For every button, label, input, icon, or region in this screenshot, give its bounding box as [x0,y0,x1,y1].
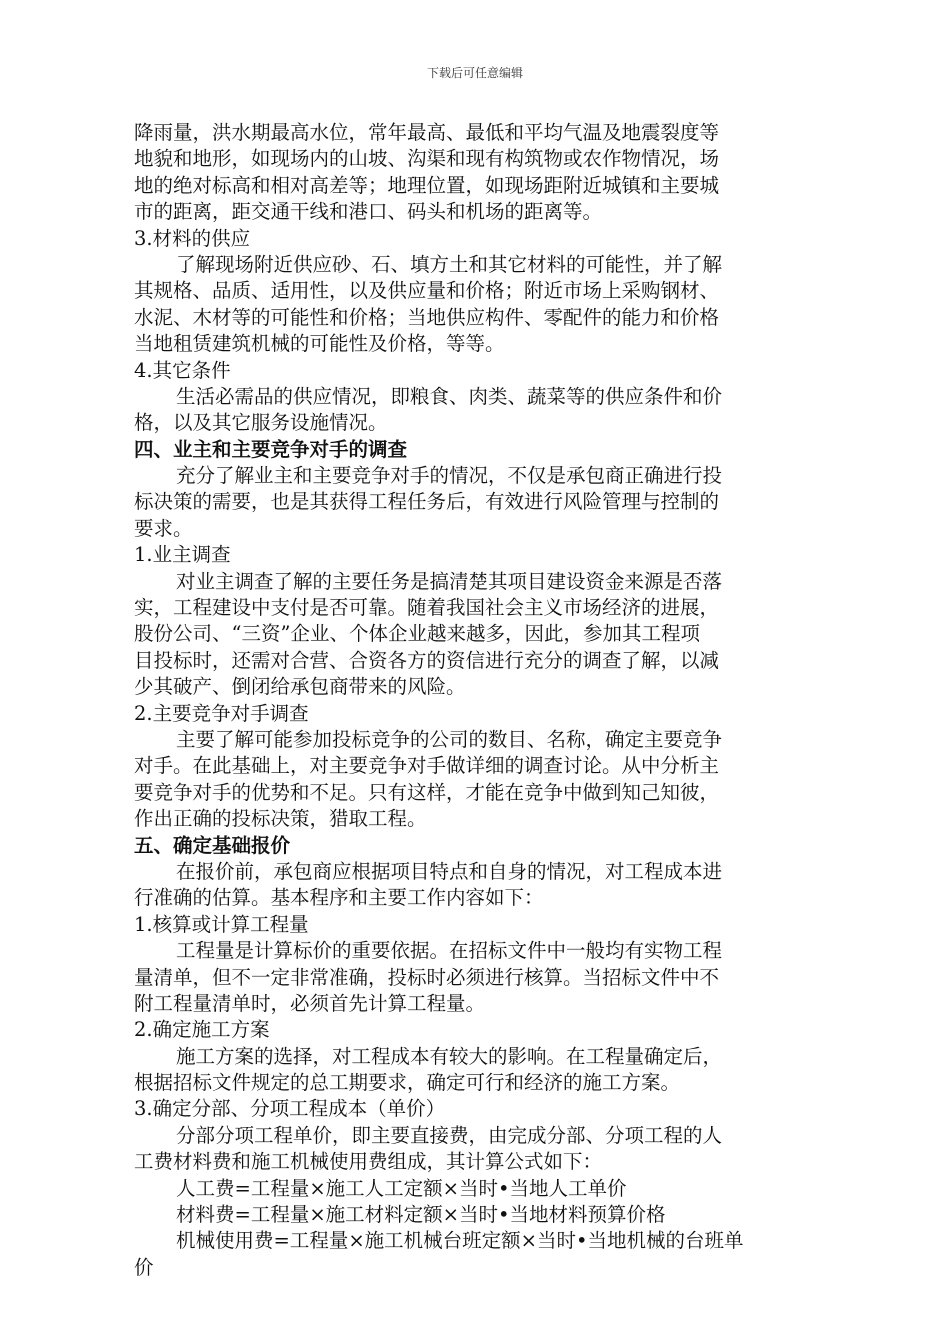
text-line: 机械使用费=工程量×施工机械台班定额×当时•当地机械的台班单 [176,1229,744,1253]
text-line: 3.确定分部、分项工程成本（单价） [134,1097,446,1121]
text-line: 1.业主调查 [134,543,231,567]
text-line: 附工程量清单时，必须首先计算工程量。 [134,991,486,1015]
text-line: 充分了解业主和主要竞争对手的情况，不仅是承包商正确进行投 [176,464,723,488]
text-line: 材料费=工程量×施工材料定额×当时•当地材料预算价格 [176,1203,666,1227]
text-line: 市的距离，距交通干线和港口、码头和机场的距离等。 [134,200,603,224]
text-line: 生活必需品的供应情况，即粮食、肉类、蔬菜等的供应条件和价 [176,384,723,408]
text-line: 根据招标文件规定的总工期要求，确定可行和经济的施工方案。 [134,1071,681,1095]
text-line: 股份公司、“三资”企业、个体企业越来越多，因此，参加其工程项 [134,622,700,646]
text-line: 1.核算或计算工程量 [134,912,309,936]
document-body [134,120,824,1281]
text-line: 了解现场附近供应砂、石、填方土和其它材料的可能性，并了解 [176,252,723,276]
text-line: 水泥、木材等的可能性和价格；当地供应构件、零配件的能力和价格 [134,305,720,329]
text-line: 工费材料费和施工机械使用费组成，其计算公式如下： [134,1150,603,1174]
text-line: 作出正确的投标决策，猎取工程。 [134,807,427,831]
text-line: 实，工程建设中支付是否可靠。随着我国社会主义市场经济的进展， [134,596,720,620]
text-line: 地的绝对标高和相对高差等；地理位置，如现场距附近城镇和主要城 [134,173,720,197]
text-line: 3.材料的供应 [134,226,251,250]
text-line: 目投标时，还需对合营、合资各方的资信进行充分的调查了解，以减 [134,648,720,672]
text-line: 其规格、品质、适用性，以及供应量和价格；附近市场上采购钢材、 [134,279,720,303]
text-line: 施工方案的选择，对工程成本有较大的影响。在工程量确定后， [176,1044,723,1068]
text-line: 人工费=工程量×施工人工定额×当时•当地人工单价 [176,1176,627,1200]
text-line: 量清单，但不一定非常准确，投标时必须进行核算。当招标文件中不 [134,965,720,989]
page-header: 下载后可任意编辑 [426,66,523,80]
text-line: 行准确的估算。基本程序和主要工作内容如下： [134,886,544,910]
text-line: 价 [134,1255,154,1279]
text-line: 主要了解可能参加投标竞争的公司的数目、名称，确定主要竞争 [176,727,723,751]
text-line: 对手。在此基础上，对主要竞争对手做详细的调查讨论。从中分析主 [134,754,720,778]
text-line: 对业主调查了解的主要任务是搞清楚其项目建设资金来源是否落 [176,569,723,593]
section-heading: 四、业主和主要竞争对手的调查 [134,437,408,461]
text-line: 2.主要竞争对手调查 [134,701,309,725]
text-line: 地貌和地形，如现场内的山坡、沟渠和现有构筑物或农作物情况，场 [134,147,720,171]
text-line: 要求。 [134,516,193,540]
text-line: 2.确定施工方案 [134,1018,270,1042]
text-line: 在报价前，承包商应根据项目特点和自身的情况，对工程成本进 [176,859,723,883]
text-line: 标决策的需要，也是其获得工程任务后，有效进行风险管理与控制的 [134,490,720,514]
text-line: 当地租赁建筑机械的可能性及价格，等等。 [134,332,505,356]
text-line: 降雨量，洪水期最高水位，常年最高、最低和平均气温及地震裂度等 [134,121,720,144]
text-line: 格，以及其它服务设施情况。 [134,411,388,435]
text-line: 分部分项工程单价，即主要直接费，由完成分部、分项工程的人 [176,1123,723,1147]
text-line: 4.其它条件 [134,358,231,382]
text-line: 要竞争对手的优势和不足。只有这样，才能在竞争中做到知己知彼， [134,780,720,804]
text-line: 少其破产、倒闭给承包商带来的风险。 [134,675,466,699]
text-line: 工程量是计算标价的重要依据。在招标文件中一般均有实物工程 [176,939,723,963]
section-heading: 五、确定基础报价 [134,833,291,857]
